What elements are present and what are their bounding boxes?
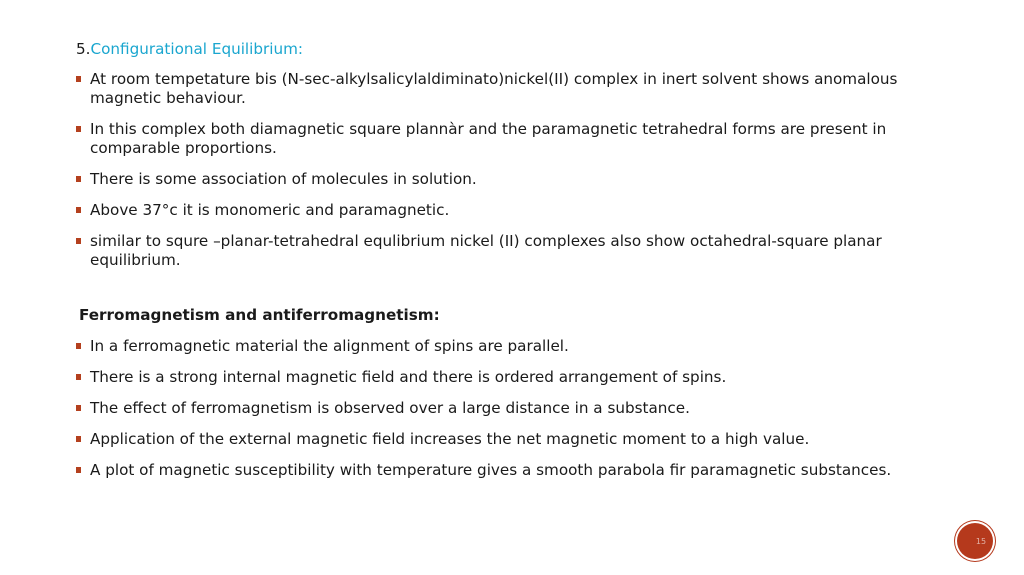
bullet-text: There is some association of molecules in solution. xyxy=(90,170,477,188)
list-item xyxy=(76,201,956,220)
section-heading xyxy=(76,40,956,59)
list-item xyxy=(76,120,956,158)
bullet-text: There is a strong internal magnetic field and there is ordered arrangement of spins. xyxy=(90,368,727,386)
section-spacer xyxy=(76,282,956,306)
list-item xyxy=(76,70,956,108)
bullet-text: Application of the external magnetic field increases the net magnetic moment to a high value. xyxy=(90,430,810,448)
bullet-icon xyxy=(76,126,81,132)
list-item xyxy=(76,461,956,480)
bullet-icon xyxy=(76,436,81,442)
section2-bullet-list xyxy=(76,337,956,480)
page-number: 15 xyxy=(975,536,987,546)
bullet-text: In a ferromagnetic material the alignment of spins are parallel. xyxy=(90,337,569,355)
bullet-text: At room tempetature bis (N-sec-alkylsalicylaldiminato)nickel(II) complex in inert solvent shows anomalous magnetic behaviour. xyxy=(90,70,898,107)
bullet-icon xyxy=(76,76,81,82)
page-number-badge xyxy=(957,523,993,559)
slide-content xyxy=(76,40,956,492)
bullet-text: In this complex both diamagnetic square plannàr and the paramagnetic tetrahedral forms are present in comparable proportions. xyxy=(90,120,887,157)
list-item xyxy=(76,368,956,387)
list-item xyxy=(76,399,956,418)
section-number: 5. xyxy=(76,40,91,58)
list-item xyxy=(76,232,956,270)
section1-bullet-list xyxy=(76,70,956,270)
bullet-icon xyxy=(76,207,81,213)
bullet-text: Above 37°c it is monomeric and paramagnetic. xyxy=(90,201,450,219)
list-item xyxy=(76,430,956,449)
list-item xyxy=(76,170,956,189)
bullet-icon xyxy=(76,238,81,244)
bullet-text: A plot of magnetic susceptibility with temperature gives a smooth parabola fir paramagnetic substances. xyxy=(90,461,892,479)
bullet-text: The effect of ferromagnetism is observed over a large distance in a substance. xyxy=(90,399,690,417)
bullet-text: similar to squre –planar-tetrahedral equlibrium nickel (II) complexes also show octahedral-square planar equilibrium. xyxy=(90,232,882,269)
bullet-icon xyxy=(76,176,81,182)
bullet-icon xyxy=(76,405,81,411)
bullet-icon xyxy=(76,467,81,473)
bullet-icon xyxy=(76,343,81,349)
section-title: Configurational Equilibrium: xyxy=(90,40,304,58)
bullet-icon xyxy=(76,374,81,380)
subheading: Ferromagnetism and antiferromagnetism: xyxy=(79,306,440,324)
list-item xyxy=(76,337,956,356)
